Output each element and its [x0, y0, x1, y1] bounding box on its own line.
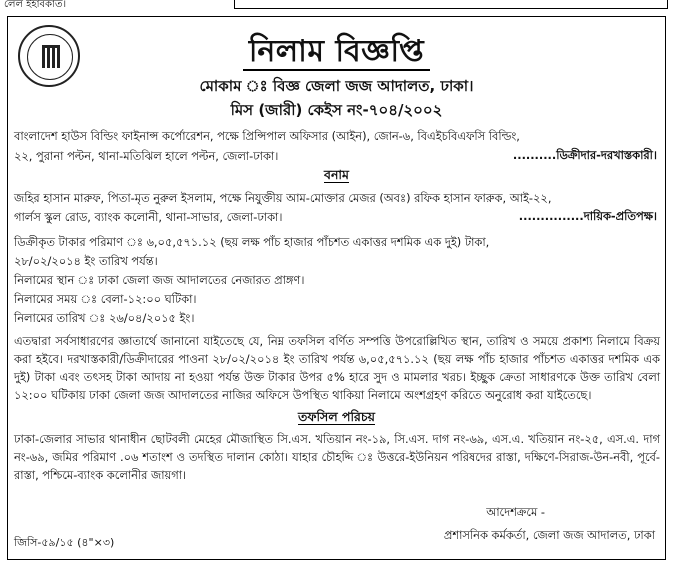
plaintiff-role: ..........ডিক্রীদার-দরখাস্তকারী। — [512, 148, 657, 162]
adjacent-ad-border — [234, 0, 668, 9]
notice-body: এতদ্বারা সর্বসাধারণের জ্ঞাতার্থে জানানো যাইতেছে যে, নিম্ন তফসিল বর্ণিত সম্পত্তি উপরোল্লিখিত স্থান, তারিখ ও সময়ে প্রকাশ্য নিলামে বিক্রয় করা হইবে। দরখাস্তকারী/ডিক্রীদারের পাওনা ২৮/০২/২০১৪ ইং তারিখ পর্যন্ত ৬,০৫,৫৭১.১২ (ছয় লক্ষ পাঁচ হাজার পাঁচশত একাত্তর দশমিক এক দুই) টাকা এবং তৎসহ টাকা আদায় না হওয়া পর্যন্ত উক্ত টাকার উপর ৫% হারে সুদ ও মামলার খরচ। ইচ্ছুক ক্রেতা সাধারণকে উক্ত তারিখ বেলা ১২:০০ ঘটিকায় ঢাকা জেলা জজ আদালতের নাজির অফিসে উপস্থিত থাকিয়া নিলামে অংশগ্রহণ করিতে অনুরোধ করা যাইতেছে। — [14, 334, 660, 402]
court-line: মোকাম ঃ বিজ্ঞ জেলা জজ আদালত, ঢাকা। — [199, 77, 474, 95]
defendant-line-1: জহির হাসান মারুফ, পিতা-মৃত নুরুল ইসলাম, পক্ষে নিযুক্তীয় আম-মোক্তার মেজর (অবঃ) রফিক হাসান ফারুক, আই-২২, — [14, 191, 552, 205]
decree-amount-line-2: ২৮/০২/২০১৪ ইং তারিখ পর্যন্ত। — [14, 254, 158, 268]
notice-title: নিলাম বিজ্ঞপ্তি — [8, 27, 665, 78]
defendant-line-2: গার্লস স্কুল রোড, ব্যাংক কলোনী, থানা-সাভার, জেলা-ঢাকা। — [14, 210, 283, 224]
auction-time: নিলামের সময় ঃ বেলা-১২:০০ ঘটিকা। — [14, 292, 197, 306]
decree-amount-line-1: ডিক্রীকৃত টাকার পরিমাণ ঃ ৬,০৫,৫৭১.১২ (ছয় লক্ষ পাঁচ হাজার পাঁচশত একাত্তর দশমিক এক দুই) টাকা, — [14, 235, 490, 249]
by-order: আদেশক্রমে - — [486, 505, 545, 519]
plaintiff-line-2: ২২, পুরানা পল্টন, থানা-মতিঝিল হালে পল্টন, জেলা-ঢাকা। — [14, 149, 279, 163]
plaintiff-line-1: বাংলাদেশ হাউস বিল্ডিং ফাইনান্স কর্পোরেশন, পক্ষে প্রিন্সিপাল অফিসার (আইন), জোন-৬, বিএইচবিএফসি বিল্ডিং, — [14, 129, 520, 143]
ad-code: জিসি-৫৯/১৫ (৪"×৩) — [14, 536, 115, 549]
versus-heading: বনাম — [324, 167, 349, 182]
defendant-role: ...............দায়িক-প্রতিপক্ষ। — [518, 209, 657, 223]
cut-text-fragment: লেল ইহাবকাত। — [4, 0, 67, 10]
schedule-details: ঢাকা-জেলার সাভার থানাধীন ছোটবলী মেহের মৌজাস্থিত সি.এস. খতিয়ান নং-১৯, সি.এস. দাগ নং-৬৯, এস.এ. খতিয়ান নং-২৫, এস.এ. দাগ নং-৬৯, জমির পরিমাণ .০৬ শতাংশ ও তদস্থিত দালান কোঠা। যাহার চৌহদ্দি ঃ উত্তরে-ইউনিয়ন পরিষদের রাস্তা, দক্ষিণে-সিরাজ-উন-নবী, পূর্বে-রাস্তা, পশ্চিমে-ব্যাংক কলোনীর জায়গা। — [14, 432, 660, 482]
signatory: প্রশাসনিক কর্মকর্তা, জেলা জজ আদালত, ঢাকা — [443, 528, 655, 542]
case-number: মিস (জারী) কেইস নং-৭০৪/২০০২ — [230, 101, 443, 119]
schedule-heading: তফসিল পরিচয় — [297, 409, 376, 424]
auction-notice — [7, 16, 666, 560]
top-strip — [0, 0, 675, 14]
auction-date: নিলামের তারিখ ঃ ২৬/০৪/২০১৫ ইং। — [14, 311, 195, 325]
auction-place: নিলামের স্থান ঃ ঢাকা জেলা জজ আদালতের নেজারত প্রাঙ্গণ। — [14, 273, 305, 287]
